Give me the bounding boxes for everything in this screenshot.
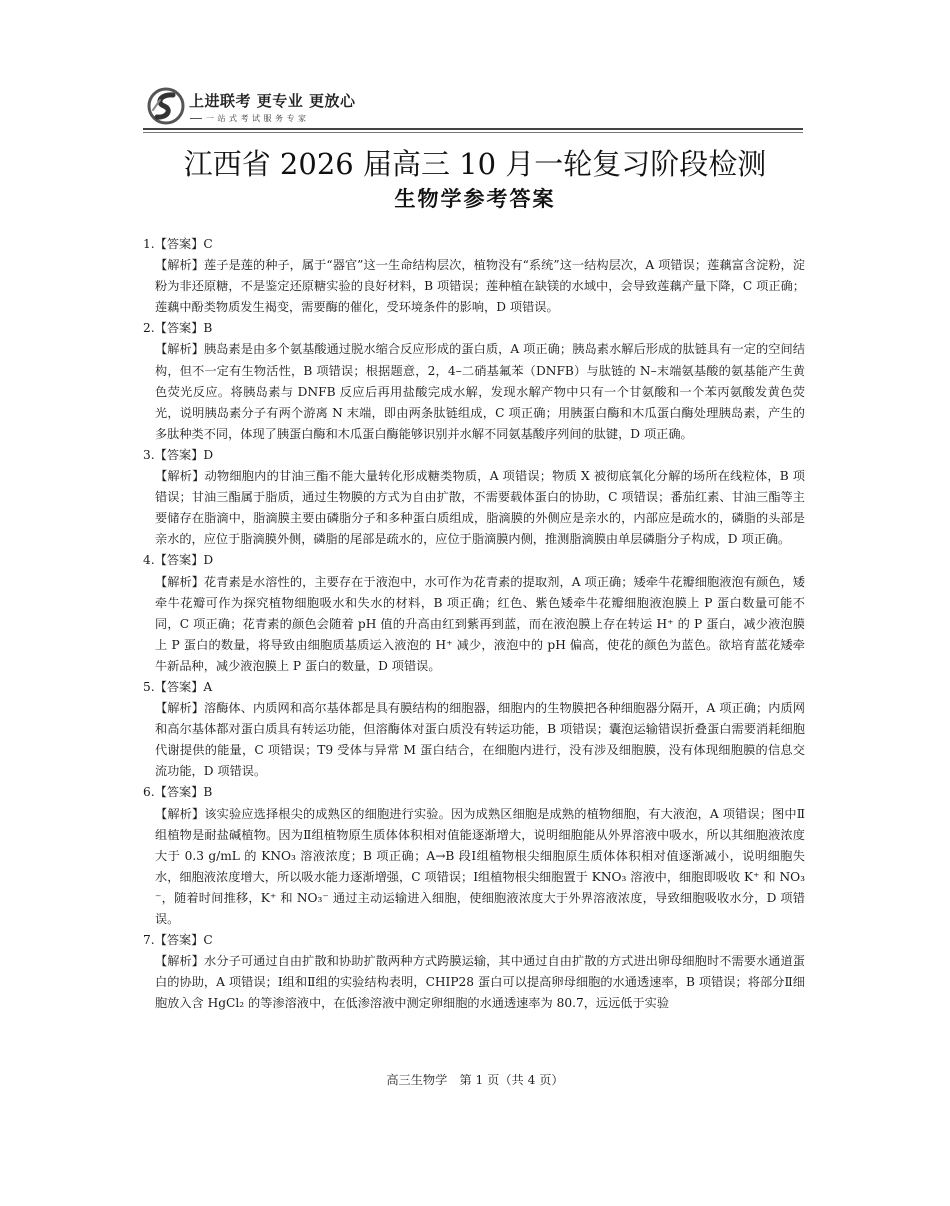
answer-explanation: 【解析】胰岛素是由多个氨基酸通过脱水缩合反应形成的蛋白质，A 项正确；胰岛素水解后形成的肽链具有一定的空间结构，但不一定有生物活性，B 项错误；根据题意，2，4–二硝基氟苯（DNFB）与肽链的 N–末端氨基酸的氨基能产生黄色荧光反应。将胰岛素与 DNFB 反应后再用盐酸完成水解，发现水解产物中只有一个甘氨酸和一个苯丙氨酸发黄色荧光，说明胰岛素分子有两个游离 N 末端，即由两条肽链组成，C 项正确；用胰蛋白酶和木瓜蛋白酶处理胰岛素，产生的多肽种类不同，体现了胰蛋白酶和木瓜蛋白酶能够识别并水解不同氨基酸序列间的肽键，D 项正确。	[155, 342, 805, 441]
answer-explanation: 【解析】花青素是水溶性的，主要存在于液泡中，水可作为花青素的提取剂，A 项正确；矮牵牛花瓣细胞液泡有颜色，矮牵牛花瓣可作为探究植物细胞吸水和失水的材料，B 项正确；红色、紫色矮牵牛花瓣细胞液泡膜上 P 蛋白数量可能不同，C 项正确；花青素的颜色会随着 pH 值的升高由红到紫再到蓝，而在液泡膜上存在转运 H⁺ 的 P 蛋白，减少液泡膜上 P 蛋白的数量，将导致由细胞质基质运入液泡的 H⁺ 减少，液泡中的 pH 偏高，使花的颜色为蓝色。欲培育蓝花矮牵牛新品种，减少液泡膜上 P 蛋白的数量，D 项错误。	[155, 574, 805, 673]
answer-key: 7.【答案】C	[143, 933, 213, 948]
answer-item	[143, 550, 805, 677]
header-divider	[143, 128, 803, 130]
brand-slogan: 上进联考 更专业 更放心	[189, 92, 356, 110]
answer-item	[143, 930, 805, 1014]
answer-key: 1.【答案】C	[143, 237, 213, 251]
header-divider-thin	[143, 132, 803, 133]
answer-explanation: 【解析】莲子是莲的种子，属于“器官”这一生命结构层次，植物没有“系统”这一结构层次，A 项错误；莲藕富含淀粉，淀粉为非还原糖，不是鉴定还原糖实验的良好材料，B 项错误；莲种植在缺镁的水域中，会导致莲藕产量下降，C 项正确；莲藕中酚类物质发生褐变，需要酶的催化，受环境条件的影响，D 项错误。	[155, 258, 805, 315]
answer-item	[143, 782, 805, 930]
answer-explanation: 【解析】动物细胞内的甘油三酯不能大量转化形成糖类物质，A 项错误；物质 X 被彻底氧化分解的场所在线粒体，B 项错误；甘油三酯属于脂质，通过生物膜的方式为自由扩散，不需要载体蛋白的协助，C 项错误；番茄红素、甘油三酯等主要储存在脂滴中，脂滴膜主要由磷脂分子和多种蛋白质组成，脂滴膜的外侧应是亲水的，内部应是疏水的，磷脂的头部是亲水的，应位于脂滴膜外侧，磷脂的尾部是疏水的，应位于脂滴膜内侧，推测脂滴膜由单层磷脂分子构成，D 项正确。	[155, 469, 805, 547]
answer-item	[143, 445, 805, 550]
answer-explanation: 【解析】该实验应选择根尖的成熟区的细胞进行实验。因为成熟区细胞是成熟的植物细胞，有大液泡，A 项错误；图中Ⅱ组植物是耐盐碱植物。因为Ⅱ组植物原生质体体积相对值能逐渐增大，说明细胞能从外界溶液中吸水，所以其细胞液浓度大于 0.3 g/mL 的 KNO₃ 溶液浓度；B 项正确；A→B 段Ⅰ组植物根尖细胞原生质体体积相对值逐渐减小，说明细胞失水，细胞液浓度增大，所以吸水能力逐渐增强，C 项错误；Ⅰ组植物根尖细胞置于 KNO₃ 溶液中，细胞即吸收 K⁺ 和 NO₃⁻，随着时间推移，K⁺ 和 NO₃⁻ 通过主动运输进入细胞，使细胞液浓度大于外界溶液浓度，导致细胞吸收水分，D 项错误。	[155, 806, 805, 926]
brand-tagline: 一站式考试服务专家	[190, 113, 310, 124]
answer-key: 5.【答案】A	[143, 679, 213, 694]
answer-item	[143, 318, 805, 445]
brand-logo-icon	[146, 86, 186, 126]
answer-item	[143, 677, 805, 782]
answer-list	[143, 234, 805, 1014]
answer-key: 3.【答案】D	[143, 447, 214, 462]
brand-header	[143, 86, 803, 132]
answer-explanation: 【解析】水分子可通过自由扩散和协助扩散两种方式跨膜运输，其中通过自由扩散的方式进出卵母细胞时不需要水通道蛋白的协助，A 项错误；Ⅰ组和Ⅱ组的实验结构表明，CHIP28 蛋白可以提高卵母细胞的水通透速率，B 项错误；将部分Ⅱ细胞放入含 HgCl₂ 的等渗溶液中，在低渗溶液中测定卵细胞的水通透速率为 80.7，远远低于实验	[155, 954, 805, 1011]
answer-item	[143, 234, 805, 318]
page-subtitle: 生物学参考答案	[394, 187, 556, 211]
answer-key: 2.【答案】B	[143, 321, 213, 336]
page-title: 江西省 2026 届高三 10 月一轮复习阶段检测	[183, 147, 767, 181]
answer-explanation: 【解析】溶酶体、内质网和高尔基体都是具有膜结构的细胞器，细胞内的生物膜把各种细胞器分隔开，A 项正确；内质网和高尔基体都对蛋白质具有转运功能，但溶酶体对蛋白质没有转运功能，B 项错误；囊泡运输错误折叠蛋白需要消耗细胞代谢提供的能量，C 项错误；T9 受体与异常 M 蛋白结合，在细胞内进行，没有涉及细胞膜，没有体现细胞膜的信息交流功能，D 项错误。	[155, 701, 805, 779]
answer-key: 4.【答案】D	[143, 553, 214, 568]
answer-key: 6.【答案】B	[143, 785, 213, 800]
page-footer: 高三生物学 第 1 页（共 4 页）	[386, 1073, 564, 1087]
